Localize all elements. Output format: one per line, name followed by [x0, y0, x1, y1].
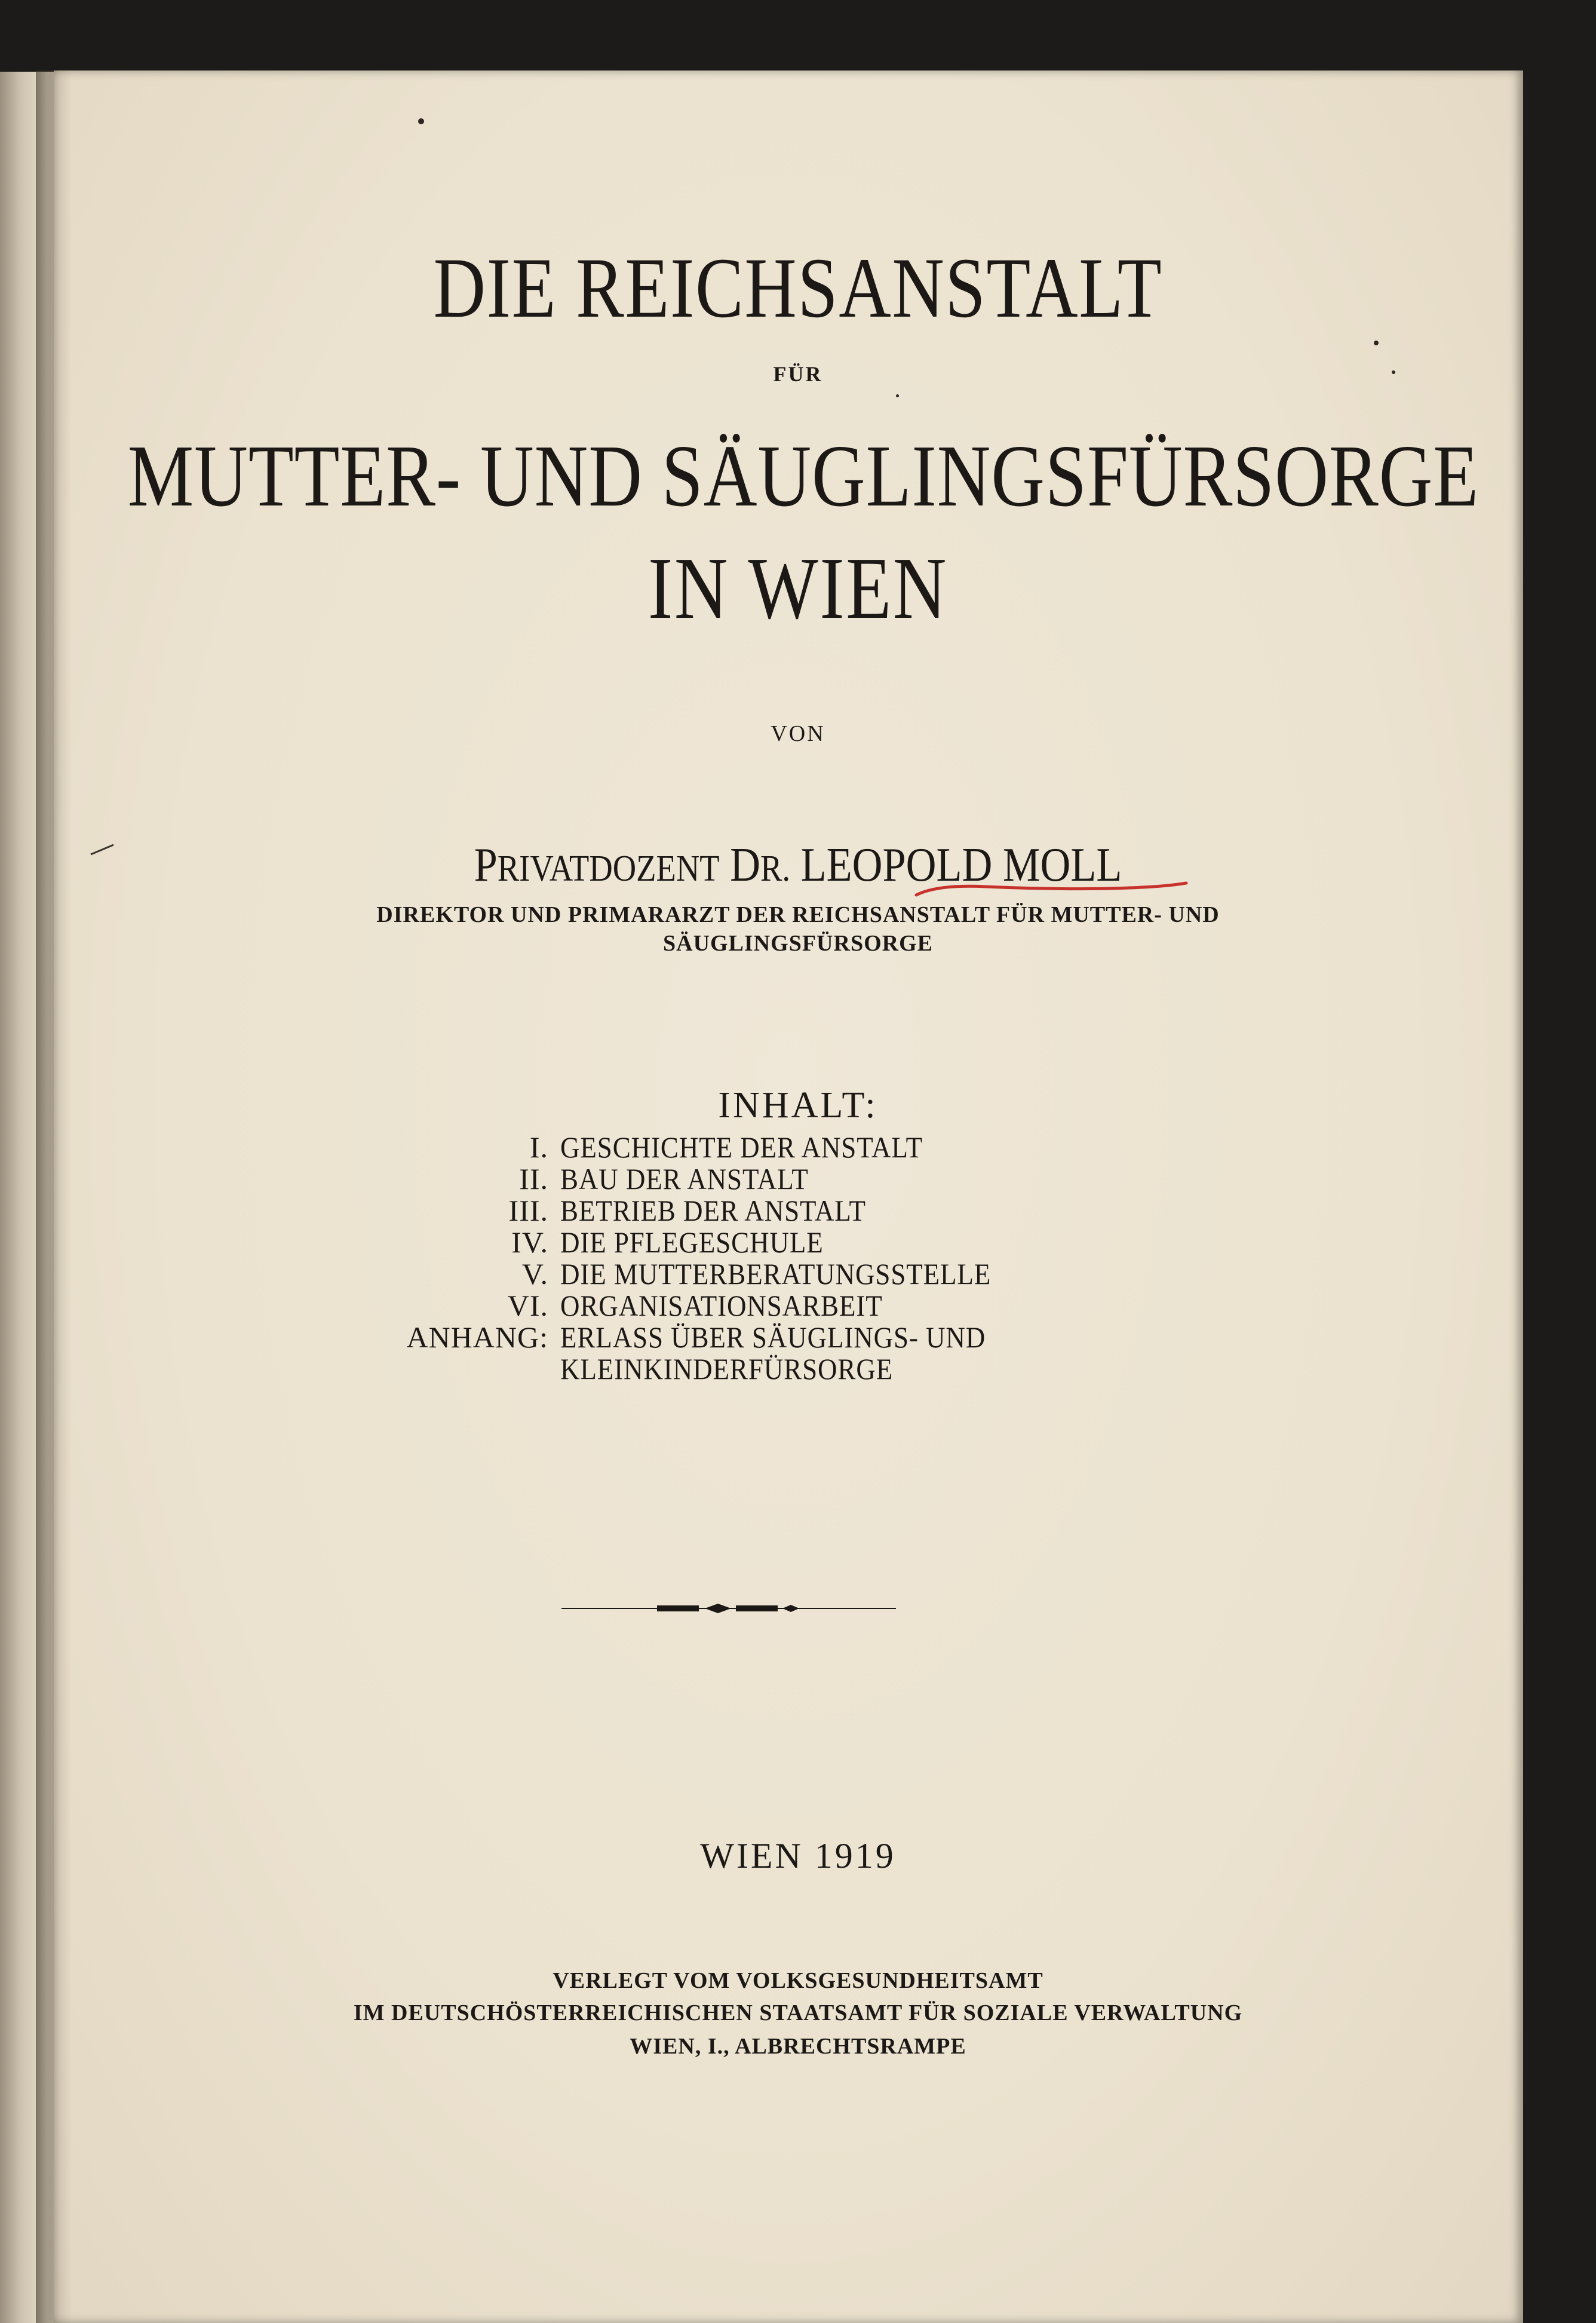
toc-entry-title: DIE MUTTERBERATUNGSSTELLE: [560, 1257, 992, 1291]
author-title-rest: RIVATDOZENT: [497, 848, 720, 889]
publisher-line-1: VERLEGT VOM VOLKSGESUNDHEITSAMT: [553, 1968, 1043, 1993]
toc-entry-number: ANHANG:: [406, 1320, 548, 1354]
toc-entry-number-box: [0, 1289, 548, 1322]
toc-entry-title: BAU DER ANSTALT: [560, 1162, 809, 1196]
author-degree-rest: R.: [760, 848, 791, 889]
contents-heading: INHALT:: [718, 1085, 878, 1126]
ink-speck: [1374, 341, 1379, 345]
publisher-line-3: WIEN, I., ALBRECHTSRAMPE: [630, 2034, 966, 2059]
title-connector: FÜR: [773, 362, 823, 386]
toc-entry: [0, 1352, 1596, 1386]
toc-entry: [0, 1162, 1596, 1196]
toc-entry-number-box: [0, 1130, 548, 1164]
toc-entry-number: I.: [529, 1130, 548, 1164]
author-line: [96, 836, 1500, 897]
author-degree-initial: D: [730, 839, 761, 891]
toc-entry: [0, 1257, 1596, 1291]
toc-entry-number-box: [0, 1162, 548, 1196]
toc-entry-number: V.: [521, 1257, 548, 1291]
author-role-line-2: SÄUGLINGSFÜRSORGE: [663, 931, 933, 956]
toc-entry: [0, 1130, 1596, 1164]
title-line-2: MUTTER- UND SÄUGLINGSFÜRSORGE: [127, 427, 1480, 525]
toc-entry-title: KLEINKINDERFÜRSORGE: [560, 1352, 894, 1386]
red-pencil-underline: [914, 878, 1189, 902]
toc-entry-number: II.: [519, 1162, 548, 1196]
toc-entry-number-box: [0, 1225, 548, 1259]
toc-entry: [0, 1320, 1596, 1354]
toc-entry-number: VI.: [507, 1289, 548, 1322]
author-role-line-1: DIREKTOR UND PRIMARARZT DER REICHSANSTALT FÜR MUTTER- UND: [376, 902, 1220, 927]
toc-entry-number-box: [0, 1194, 548, 1227]
toc-entry-title: BETRIEB DER ANSTALT: [560, 1194, 866, 1227]
toc-entry: [0, 1225, 1596, 1259]
pencil-margin-mark: [90, 842, 116, 857]
toc-entry: [0, 1289, 1596, 1322]
toc-entry-number-box: [0, 1257, 548, 1291]
toc-entry: [0, 1194, 1596, 1227]
publisher-line-2: IM DEUTSCHÖSTERREICHISCHEN STAATSAMT FÜR SOZIALE VERWALTUNG: [353, 2000, 1243, 2025]
toc-entry-number: III.: [508, 1194, 548, 1227]
ink-speck: [418, 118, 424, 124]
toc-entry-title: GESCHICHTE DER ANSTALT: [560, 1130, 923, 1164]
toc-entry-title: ERLASS ÜBER SÄUGLINGS- UND: [560, 1320, 986, 1354]
toc-entry-number: IV.: [511, 1225, 548, 1259]
title-line-1: DIE REICHSANSTALT: [433, 241, 1163, 336]
author-name: LEOPOLD MOLL: [800, 839, 1122, 891]
ornamental-divider: [561, 1601, 896, 1616]
byline-von: VON: [771, 721, 825, 746]
imprint-place-year: WIEN 1919: [700, 1836, 896, 1875]
toc-entry-number-box: [0, 1320, 548, 1354]
author-title-initial: P: [474, 839, 498, 891]
toc-entry-title: DIE PFLEGESCHULE: [560, 1225, 824, 1259]
ink-speck: [896, 394, 899, 397]
title-line-3: IN WIEN: [647, 540, 949, 638]
toc-entry-title: ORGANISATIONSARBEIT: [560, 1289, 883, 1322]
toc-entry-number-box: [0, 1352, 548, 1386]
